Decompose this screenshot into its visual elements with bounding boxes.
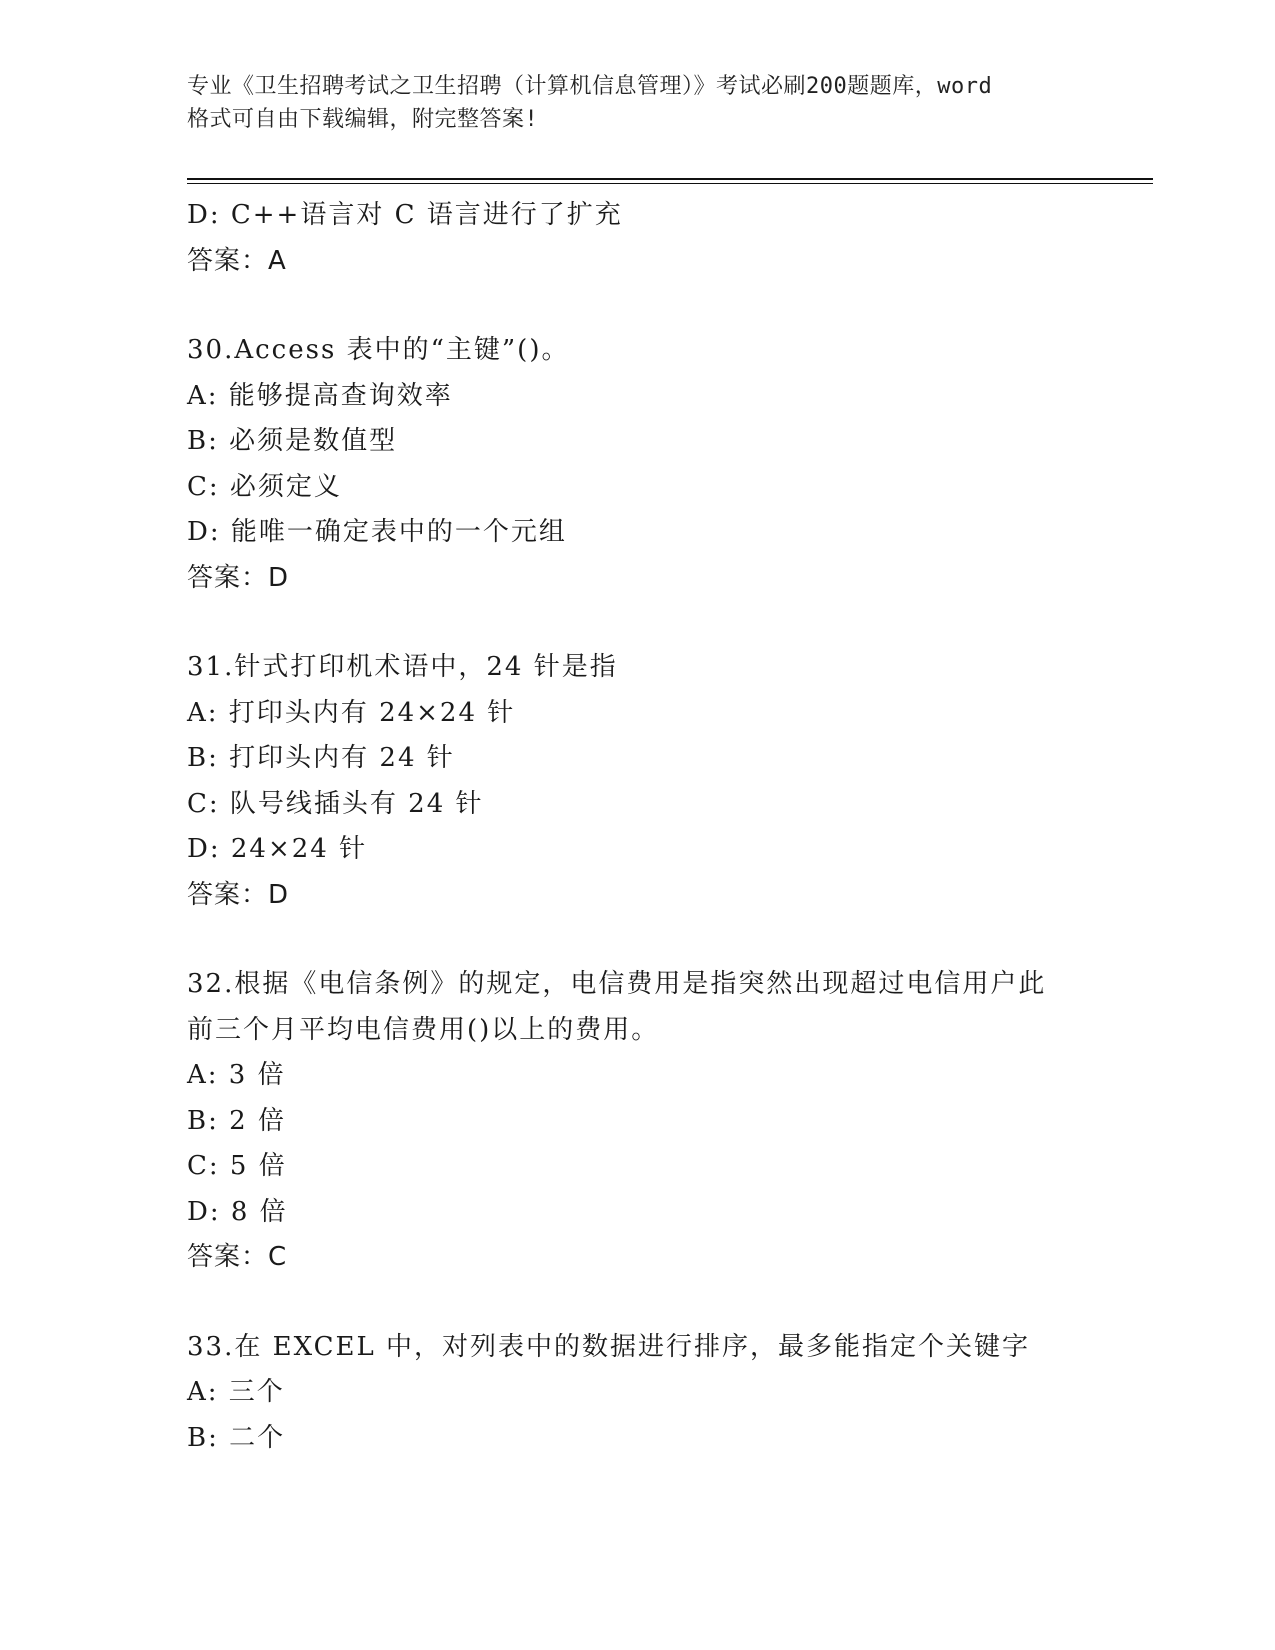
document-header: [187, 70, 1087, 136]
option-d: D: 8 倍: [187, 1196, 288, 1227]
answer: 答案：D: [187, 562, 290, 593]
question-31: [187, 645, 1087, 918]
header-line-1: 专业《卫生招聘考试之卫生招聘（计算机信息管理）》考试必刷200题题库，word: [187, 74, 993, 99]
option-c: C: 队号线插头有 24 针: [187, 788, 484, 819]
option-b: B: 二个: [187, 1422, 286, 1453]
header-line-2: 格式可自由下载编辑，附完整答案!: [187, 107, 539, 132]
option-b: B: 打印头内有 24 针: [187, 743, 455, 773]
question-content: [187, 193, 1087, 1461]
question-32: [187, 962, 1087, 1281]
option-b: B: 必须是数值型: [187, 426, 398, 456]
question-stem-continued: 前三个月平均电信费用()以上的费用。: [187, 1014, 660, 1045]
question-stem: 32.根据《电信条例》的规定，电信费用是指突然出现超过电信用户此: [187, 969, 1047, 999]
question-33: [187, 1325, 1087, 1462]
option-a: A: 打印头内有 24×24 针: [187, 697, 516, 728]
option-a: A: 3 倍: [187, 1060, 286, 1090]
header-rule-thin: [187, 183, 1153, 184]
option-c: C: 5 倍: [187, 1151, 287, 1181]
option-a: A: 三个: [187, 1377, 285, 1407]
answer: 答案：A: [187, 245, 287, 276]
question-30: [187, 328, 1087, 601]
answer: 答案：D: [187, 879, 290, 910]
option-d: D: 能唯一确定表中的一个元组: [187, 517, 567, 547]
option-c: C: 必须定义: [187, 471, 342, 502]
question-stem: 31.针式打印机术语中，24 针是指: [187, 652, 618, 682]
header-rule-thick: [187, 178, 1153, 180]
previous-question-tail: [187, 193, 1087, 284]
option-a: A: 能够提高查询效率: [187, 380, 453, 411]
question-stem: 33.在 EXCEL 中，对列表中的数据进行排序，最多能指定个关键字: [187, 1331, 1031, 1362]
option-b: B: 2 倍: [187, 1105, 286, 1136]
question-stem: 30.Access 表中的“主键”()。: [187, 335, 570, 365]
option-d: D: 24×24 针: [187, 834, 368, 864]
answer: 答案：C: [187, 1242, 288, 1272]
option-d: D: C++语言对 C 语言进行了扩充: [187, 200, 623, 230]
